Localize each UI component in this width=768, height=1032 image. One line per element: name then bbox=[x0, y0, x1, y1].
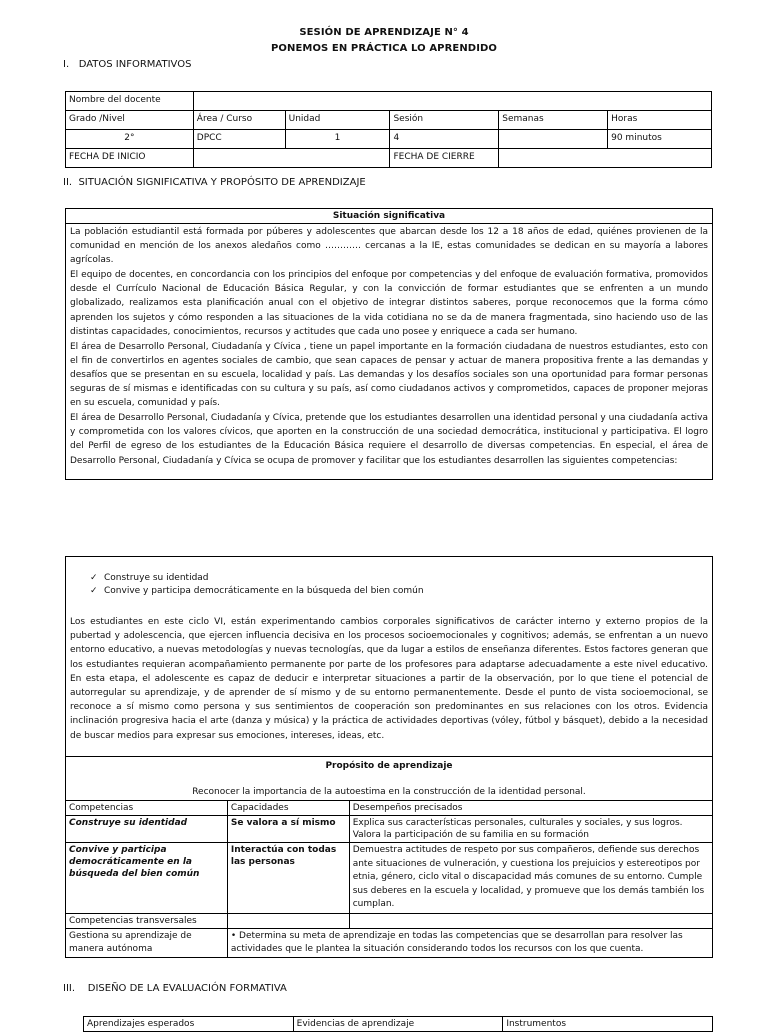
transversales-empty bbox=[227, 913, 349, 928]
situacion-paragraph-4: El área de Desarrollo Personal, Ciudadanía y Cívica, pretende que los estudiantes desarrollen una identidad personal y una ciudadanía activa y comprometida con los valores cívicos, que aporten en la construcción de una sociedad democrática, institucional y participativa. El logro del Perfil de egreso de los estudiantes de la Educación Básica requiere el desarrollo de diversas competencias. En especial, el área de Desarrollo Personal, Ciudadanía y Cívica se ocupa de promover y facilitar que los estudiantes desarrollen las siguientes competencias: bbox=[70, 413, 708, 466]
docente-value bbox=[193, 92, 711, 111]
row2-competencia: Convive y participa democráticamente en la búsqueda del bien común bbox=[66, 843, 228, 914]
transversales-empty-2 bbox=[349, 913, 712, 928]
table-row bbox=[66, 130, 712, 149]
row2-desempeno: Demuestra actitudes de respeto por sus compañeros, defiende sus derechos ante situaciones de vulneración, y cuestiona los prejuicios y estereotipos por etnia, género, ciclo vital o discapacidad más comunes de su entorno. Cumple sus deberes en la escuela y localidad, y promueve que los demás también los cumplan. bbox=[349, 843, 712, 914]
section-heading-datos: I. DATOS INFORMATIVOS bbox=[63, 59, 192, 70]
col-evidencias: Evidencias de aprendizaje bbox=[293, 1017, 503, 1032]
semanas-label: Semanas bbox=[499, 111, 608, 130]
grado-value: 2° bbox=[66, 130, 194, 149]
section-heading-situacion: II. SITUACIÓN SIGNIFICATIVA Y PROPÓSITO DE APRENDIZAJE bbox=[63, 177, 366, 188]
row1-competencia: Construye su identidad bbox=[66, 816, 228, 843]
table-row bbox=[66, 816, 713, 843]
section-heading-evaluacion: III. DISEÑO DE LA EVALUACIÓN FORMATIVA bbox=[63, 983, 287, 994]
fecha-inicio-label: FECHA DE INICIO bbox=[66, 149, 194, 168]
ciclo-paragraph: Los estudiantes en este ciclo VI, están experimentando cambios corporales significativos de carácter interno y externo propios de la pubertad y adolescencia, que ejercen influencia decisiva en los procesos socioemocionales y cognitivos; además, se enfrentan a un nuevo entorno educativo, a nuevas metodologías y nuevas tecnologías, que da lugar a estilos de enseñanza diferentes. Estos factores generan que los estudiantes requieran acompañamiento permanente por parte de los profesores para adaptarse adecuadamente a este nivel educativo. En esta etapa, el adolescente es capaz de deducir e interpretar situaciones a partir de la observación, por lo que tiene el potencial de autorregular su aprendizaje, y de aprender de sí mismo y de su entorno permanentemente. Desde el punto de vista socioemocional, se reconoce a sí mismo como persona y sus sentimientos de cooperación son predominantes en sus relaciones con los otros. Evidencia inclinación progresiva hacia el arte (danza y música) y la práctica de actividades deportivas (vóley, fútbol y básquet), debido a la necesidad de buscar medios para expresar sus emociones, intereses, ideas, etc. bbox=[70, 617, 708, 741]
unidad-value: 1 bbox=[285, 130, 390, 149]
row2-capacidad: Interactúa con todas las personas bbox=[227, 843, 349, 914]
table-row bbox=[66, 928, 713, 957]
horas-label: Horas bbox=[608, 111, 712, 130]
proposito-cell bbox=[66, 757, 713, 801]
gestiona-label: Gestiona su aprendizaje de manera autónoma bbox=[66, 928, 228, 957]
check-icon: ✓ bbox=[90, 573, 98, 583]
table-row bbox=[66, 111, 712, 130]
situacion-paragraph-1: La población estudiantil está formada por púberes y adolescentes que abarcan desde los 12 a 18 años de edad, quiénes provienen de la comunidad en mención de los anexos aledaños como ………… cercanas a la IE, estas comunidades se dedican en su mayoría a labores agrícolas. bbox=[70, 227, 708, 266]
transversales-label: Competencias transversales bbox=[66, 913, 228, 928]
col-capacidades: Capacidades bbox=[227, 801, 349, 816]
datos-informativos-table bbox=[65, 91, 712, 168]
row1-capacidad: Se valora a sí mismo bbox=[227, 816, 349, 843]
proposito-text: Reconocer la importancia de la autoestima en la construcción de la identidad personal. bbox=[192, 787, 586, 797]
table-row bbox=[66, 843, 713, 914]
table-row bbox=[66, 913, 713, 928]
sesion-label: Sesión bbox=[390, 111, 499, 130]
horas-value: 90 minutos bbox=[608, 130, 712, 149]
situacion-paragraph-3: El área de Desarrollo Personal, Ciudadanía y Cívica , tiene un papel importante en la formación ciudadana de nuestros estudiantes, esto con el fin de convertirlos en agentes sociales de cambio, que sean capaces de pensar y actuar de manera propositiva frente a las demandas y desafíos que se presentan en su escuela, localidad y país. Las demandas y los desafíos sociales son una oportunidad para formar personas seguras de sí mismas e identificadas con su cultura y su país, así como ciudadanos activos y comprometidos, capaces de proponer mejoras en su escuela, comunidad y país. bbox=[70, 341, 708, 409]
table-row bbox=[84, 1017, 713, 1032]
competencias-box bbox=[65, 556, 713, 756]
situacion-paragraph-2: El equipo de docentes, en concordancia con los principios del enfoque por competencias y del enfoque de evaluación formativa, promovidos desde el Currículo Nacional de Educación Básica Regular, y con la convicción de formar estudiantes que se enfrenten a un mundo globalizado, realizamos esta planificación anual con el objetivo de integrar distintos saberes, porque reconocemos que la forma cómo aprenden los sujetos y cómo responden a las situaciones de la vida cotidiana no se da de manera fragmentada, sino haciendo uso de las distintas capacidades, conocimientos, recursos y actitudes que cada uno posee y enriquece a cada ser humano. bbox=[70, 270, 708, 337]
situacion-significativa-box bbox=[65, 208, 713, 480]
fecha-inicio-value bbox=[193, 149, 390, 168]
col-aprendizajes: Aprendizajes esperados bbox=[84, 1017, 294, 1032]
table-row bbox=[66, 757, 713, 801]
proposito-title: Propósito de aprendizaje bbox=[325, 761, 453, 771]
col-desempenos: Desempeños precisados bbox=[349, 801, 712, 816]
session-subtitle: PONEMOS EN PRÁCTICA LO APRENDIDO bbox=[270, 43, 498, 54]
list-item: ✓ Convive y participa democráticamente en la búsqueda del bien común bbox=[90, 586, 424, 596]
situacion-title: Situación significativa bbox=[66, 209, 712, 224]
sesion-value: 4 bbox=[390, 130, 499, 149]
table-row bbox=[66, 149, 712, 168]
semanas-value bbox=[499, 130, 608, 149]
docente-label: Nombre del docente bbox=[66, 92, 194, 111]
col-competencias: Competencias bbox=[66, 801, 228, 816]
gestiona-text: • Determina su meta de aprendizaje en todas las competencias que se desarrollan para resolver las actividades que le plantea la situación considerando todos los recursos con los que cuenta. bbox=[227, 928, 712, 957]
table-row bbox=[66, 92, 712, 111]
proposito-table bbox=[65, 756, 713, 958]
list-item: ✓ Construye su identidad bbox=[90, 573, 209, 583]
grado-label: Grado /Nivel bbox=[66, 111, 194, 130]
table-row bbox=[66, 801, 713, 816]
check-icon: ✓ bbox=[90, 586, 98, 596]
area-label: Área / Curso bbox=[193, 111, 285, 130]
fecha-cierre-value bbox=[499, 149, 712, 168]
unidad-label: Unidad bbox=[285, 111, 390, 130]
fecha-cierre-label: FECHA DE CIERRE bbox=[390, 149, 499, 168]
session-title: SESIÓN DE APRENDIZAJE N° 4 bbox=[299, 27, 469, 38]
competencias-checklist bbox=[66, 572, 712, 598]
evaluacion-table bbox=[83, 1016, 713, 1032]
row1-desempeno: Explica sus características personales, culturales y sociales, y sus logros. Valora la participación de su familia en su formación bbox=[349, 816, 712, 843]
col-instrumentos: Instrumentos bbox=[503, 1017, 713, 1032]
area-value: DPCC bbox=[193, 130, 285, 149]
